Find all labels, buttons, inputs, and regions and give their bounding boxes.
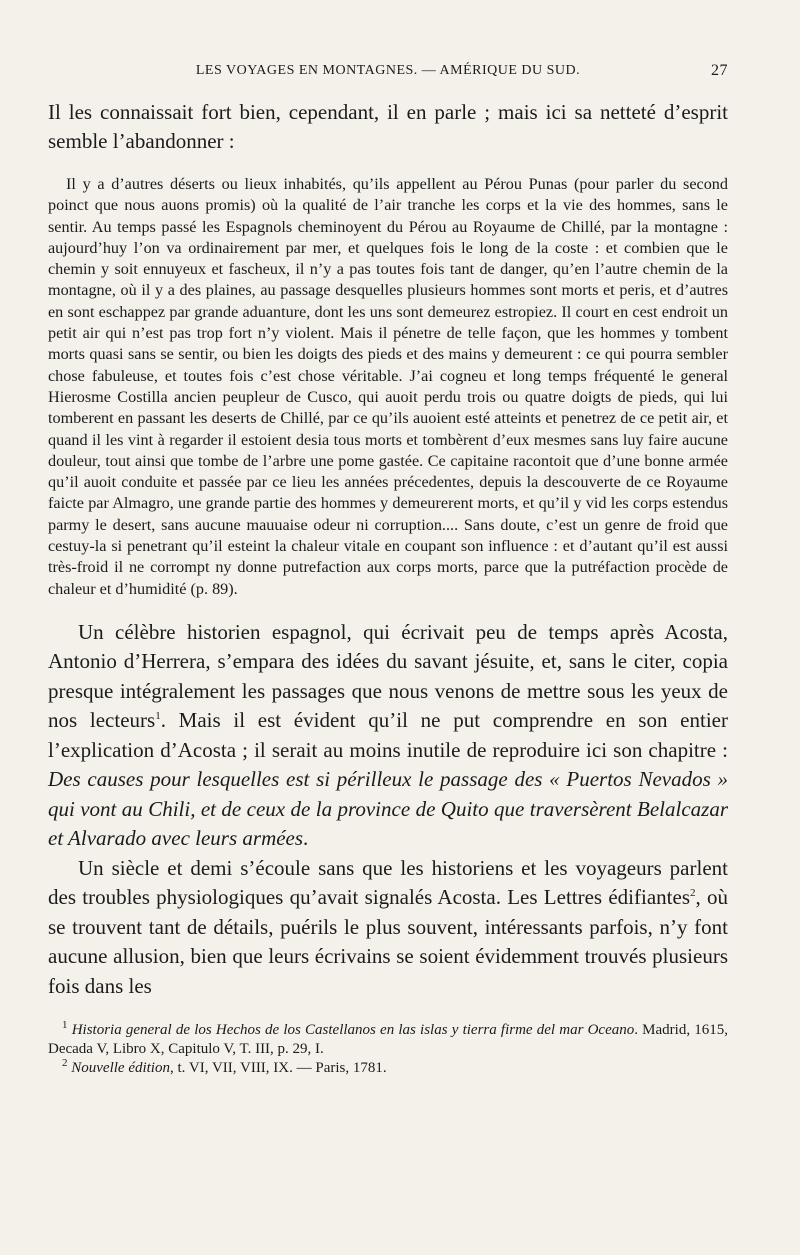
footnote-ref-1: 1	[155, 710, 161, 723]
footnote-title: Nouvelle édition	[71, 1060, 170, 1077]
footnote-ref-2: 2	[690, 887, 696, 900]
page	[48, 62, 728, 1078]
block-quote: Il y a d’autres déserts ou lieux inhabités, qu’ils appellent au Pérou Punas (pour parler du second poinct que nous auons promis) où la qualité de l’air tranche les corps et la vie des hommes, sans le sentir. Au temps passé les Espagnols cheminoyent du Pérou au Royaume de Chillé, par la montagne : aujourd’huy l’on va ordinairement par mer, et quelques fois le long de la coste : et combien que le chemin y soit ennuyeux et fascheux, il n’y a pas toutes fois tant de danger, qu’en l’autre chemin de la montagne, où il y a des plaines, au passage desquelles plusieurs hommes sont morts et peris, et d’autres en sont eschappez par grande aduanture, dont les uns sont demeurez estropiez. Il court en cest endroit un petit air qui n’est pas trop fort n’y violent. Mais il pénetre de telle façon, que les hommes y tombent morts quasi sans se sentir, ou bien les doigts des pieds et des mains y demeurent : ce qui pourra sembler chose fabuleuse, et toutes fois c’est chose véritable. J’ai cogneu et long temps fréquenté le general Hierosme Costilla ancien peupleur de Cusco, qui auoit perdu trois ou quatre doigts de pieds, qui lui tomberent en passant les deserts de Chillé, par ce qu’ils auoient esté atteints et penetrez de ce petit air, et quand il les vint à regarder il estoient desia tous morts et tombèrent d’eux mesmes sans luy faire aucune douleur, tout ainsi que tombe de l’arbre une pome gastée. Ce capitaine racontoit que d’une bonne armée qu’il auoit conduite et passée par ce lieu les années précedentes, depuis la descouverte de ce Royaume faicte par Almagro, une grande partie des hommes y demeurerent morts, et qu’il y vid les corps estendus parmy le desert, sans aucune mauuaise odeur ni corruption.... Sans doute, c’est un genre de froid que cestuy-la si penetrant qu’il esteint la chaleur vitale en coupant son influence : et d’autant qu’il est aussi très-froid il ne corrompt ny donne putrefaction aux corps morts, parce que la putréfaction procède de chaleur et d’humidité (p. 89).	[48, 175, 728, 598]
footnote-mark: 1	[62, 1019, 68, 1032]
footnote-2	[48, 1059, 728, 1078]
running-head	[48, 62, 728, 86]
footnote-text: . Madrid, 1615, Decada V, Libro X, Capitulo V, T. III, p. 29, I.	[48, 1022, 728, 1058]
footnote-1	[48, 1021, 728, 1059]
body-text: Un célèbre historien espagnol, qui écrivait peu de temps après Acosta, Antonio d’Herrera, s’empara des idées du savant jésuite, et, sans le citer, copia presque intégralement les passages que nous venons de mettre sous les yeux de nos lecteurs	[48, 619, 728, 733]
page-number: 27	[711, 62, 728, 79]
footnotes	[48, 1021, 728, 1078]
body-text: Un siècle et demi s’écoule sans que les historiens et les voyageurs parlent des troubles physiologiques qu’avait signalés Acosta. Les Lettres édifiantes	[48, 855, 728, 910]
body-paragraph-2	[48, 854, 728, 1002]
chapter-title: Des causes pour lesquelles est si périlleux le passage des « Puertos Nevados » qui vont au Chili, et de ceux de la province de Quito que traversèrent Belalcazar et Alvarado avec leurs armées	[48, 767, 728, 851]
body-text: . Mais il est évident qu’il ne put comprendre en son entier l’explication d’Acosta ; il serait au moins inutile de reproduire ici son chapitre :	[48, 708, 728, 762]
body-paragraph-1	[48, 618, 728, 854]
body-text: , où se trouvent tant de détails, puérils le plus souvent, intéressants parfois, n’y font aucune allusion, bien que leurs écrivains se soient évidemment trouvés plusieurs fois dans les	[48, 885, 729, 998]
footnote-title: Historia general de los Hechos de los Castellanos en las islas y tierra firme del mar Oceano	[71, 1022, 635, 1039]
body-text: .	[303, 826, 309, 851]
running-head-title: LES VOYAGES EN MONTAGNES. — AMÉRIQUE DU SUD.	[195, 63, 581, 78]
intro-paragraph: Il les connaissait fort bien, cependant, il en parle ; mais ici sa netteté d’esprit semble l’abandonner :	[48, 100, 728, 153]
footnote-mark: 2	[62, 1057, 68, 1070]
footnote-text: , t. VI, VII, VIII, IX. — Paris, 1781.	[169, 1060, 387, 1077]
